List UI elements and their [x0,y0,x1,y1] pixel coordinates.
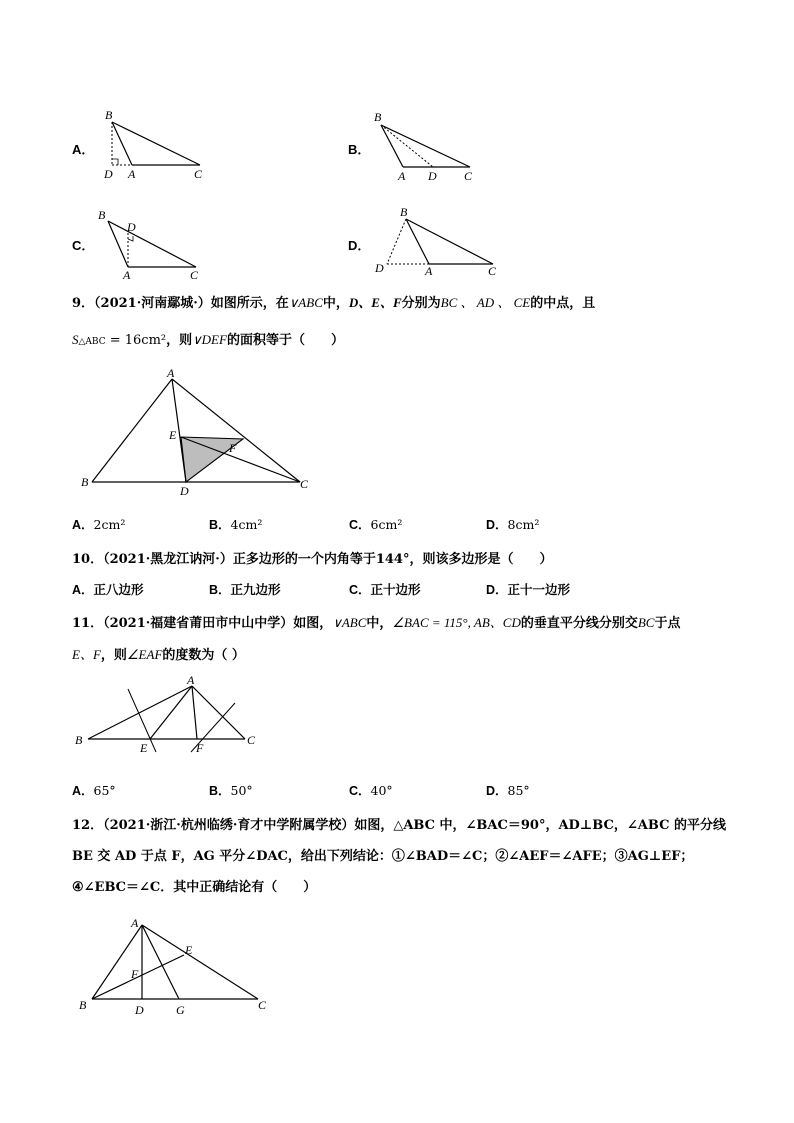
q11-answer-b[interactable] [209,781,253,799]
label-a: A [187,673,195,687]
edge-bc [108,221,196,267]
q12-number: 12． [72,818,104,833]
label-f: F [196,741,204,755]
answer-value: 4cm² [230,517,263,532]
q9-area-symbol: S [72,332,79,347]
edge-ba [112,122,132,165]
q11-triangle-svg [72,672,272,760]
q11-text-f: 的度数为（ ） [162,648,245,663]
triangle-c-svg [94,206,214,280]
q11-tri: ∨ABC [332,615,367,630]
q9-answer-b[interactable] [209,515,262,533]
answer-key: C． [349,784,371,798]
q9-source: （2021·河南鄢城·） [94,296,211,311]
q9-answer-d[interactable] [486,515,539,533]
option-c-label: C． [72,238,95,253]
label-b: B [98,208,106,222]
q9-text-a: 如图所示，在 [210,296,289,311]
answer-key: B． [209,583,231,597]
label-f: F [131,967,139,981]
q9-text-b: 中， [322,296,349,311]
q9-answer-c[interactable] [349,515,402,533]
label-a: A [131,916,139,930]
q10-answers [72,580,672,598]
answer-value: 正八边形 [93,582,144,597]
option-a-figure [95,108,215,180]
q10-answer-d[interactable] [486,580,570,598]
edge-ab [88,686,192,739]
q12-line2: BE 交 AD 于点 F，AG 平分∠DAC，给出下列结论：①∠BAD＝∠C；②∠AEF＝∠AFE；③AG⊥EF； [72,849,694,864]
q11-line2 [72,644,245,663]
answer-value: 正十边形 [370,582,421,597]
answer-key: A． [72,518,94,532]
option-c-figure [94,206,214,280]
label-d: D [375,261,384,275]
label-c: C [194,167,203,181]
edge-bc [406,219,493,264]
segment-af [192,686,197,739]
right-angle-mark [112,159,118,165]
answer-key: A． [72,583,94,597]
edge-bc [112,122,200,165]
label-e: E [169,428,177,442]
q9-area-sub: △ABC [78,337,106,347]
q10-number: 10． [72,552,104,567]
q11-text-c: 的垂直平分线分别交 [520,616,638,631]
answer-value: 2cm² [93,517,126,532]
q9-triangle-svg [78,368,318,498]
edge-ba [108,221,128,267]
q9-points: D、E、F [348,295,402,310]
answer-key: B． [209,518,231,532]
q11-angle-eaf: ∠EAF [126,647,163,662]
label-b: B [79,998,87,1012]
label-a: A [128,167,136,181]
answer-value: 8cm² [507,517,540,532]
triangle-a-svg [95,108,215,180]
q12-line3: ④∠EBC＝∠C．其中正确结论有（ ） [72,880,317,895]
answer-key: B． [209,784,231,798]
option-d-label: D． [348,238,371,253]
label-d: D [180,484,189,498]
label-a: A [123,268,131,282]
q11-points: E、F [72,647,101,662]
q10-answer-c[interactable] [349,580,421,598]
q11-answer-a[interactable] [72,781,116,799]
q12-line1 [72,814,726,833]
label-a: A [398,169,406,183]
label-c: C [464,169,473,183]
answer-value: 85° [507,783,530,798]
q11-figure [72,672,272,760]
label-c: C [300,477,309,491]
q9-area-value: = 16cm² [105,333,167,348]
q9-text-e: ，则 [166,333,193,348]
right-angle-mark [128,236,133,241]
q11-number: 11． [72,616,104,631]
answer-value: 65° [93,783,116,798]
q11-angle: ∠BAC = 115°, AB、CD [392,615,521,630]
q10-answer-a[interactable] [72,580,144,598]
answer-key: D． [486,583,508,597]
q9-tri-def: ∨DEF [192,332,227,347]
q11-text-e: ，则 [100,648,127,663]
q9-text-d: 的中点，且 [530,296,596,311]
label-d: D [104,167,113,181]
q9-text-c: 分别为 [401,296,441,311]
label-e: E [185,943,193,957]
label-b: B [400,205,408,219]
label-e: E [140,741,148,755]
label-b: B [105,108,113,122]
edge-ab [92,925,142,999]
label-b: B [81,475,89,489]
q9-figure [78,368,318,498]
answer-key: C． [349,518,371,532]
option-a-label: A． [72,142,95,157]
triangle-d-svg [370,204,500,280]
segment-bd [387,219,406,264]
q9-answers [72,515,672,533]
label-c: C [190,268,199,282]
q11-text-d: 于点 [654,616,681,631]
answer-key: D． [486,518,508,532]
label-a: A [425,264,433,278]
q9-tri-abc: ∨ABC [288,295,323,310]
edge-ac [142,925,258,999]
option-d-figure [370,204,500,280]
edge-ba [381,125,403,167]
label-b: B [374,110,382,124]
label-d: D [127,220,136,234]
label-g: G [176,1003,185,1017]
label-c: C [247,733,256,747]
q10-answer-b[interactable] [209,580,281,598]
segment-ae [150,686,192,739]
label-f: F [229,441,237,455]
q9-line2 [72,329,344,348]
answer-value: 40° [370,783,393,798]
answer-key: C． [349,583,371,597]
q9-segments: BC 、 AD 、 CE [440,295,531,310]
answer-value: 6cm² [370,517,403,532]
triangle-b-svg [370,108,480,183]
edge-ba [406,219,429,264]
label-d: D [428,169,437,183]
answer-value: 正十一边形 [507,582,571,597]
q12-text-line1: （2021·浙江·杭州临绣·育才中学附属学校）如图，△ABC 中，∠BAC＝90°，AD⊥BC，∠ABC 的平分线 [103,818,726,833]
option-b-label: B． [348,142,371,157]
option-b-figure [370,108,480,183]
q11-bc: BC [637,615,655,630]
q9-answer-a[interactable] [72,515,125,533]
answer-value: 50° [230,783,253,798]
label-b: B [75,733,83,747]
label-c: C [258,998,267,1012]
q10-text: （2021·黑龙江讷河·）正多边形的一个内角等于144°，则该多边形是（ ） [103,552,553,567]
q11-answers [72,781,672,799]
q9-line1 [72,292,595,311]
label-d: D [135,1003,144,1017]
q12-figure [76,912,276,1018]
q9-text-f: 的面积等于（ ） [226,333,344,348]
answer-value: 正九边形 [230,582,281,597]
q10-line1 [72,548,552,567]
q11-line1 [72,612,680,631]
answer-key: D． [486,784,508,798]
edge-ab [92,379,172,482]
answer-key: A． [72,784,94,798]
label-a: A [167,366,175,380]
q11-answer-d[interactable] [486,781,530,799]
q11-text-b: 中， [366,616,393,631]
q11-answer-c[interactable] [349,781,393,799]
q11-text-a: （2021·福建省莆田市中山中学）如图， [103,616,333,631]
q12-triangle-svg [76,912,276,1018]
label-c: C [488,264,497,278]
q9-number: 9． [72,296,95,311]
edge-ac [192,686,245,739]
